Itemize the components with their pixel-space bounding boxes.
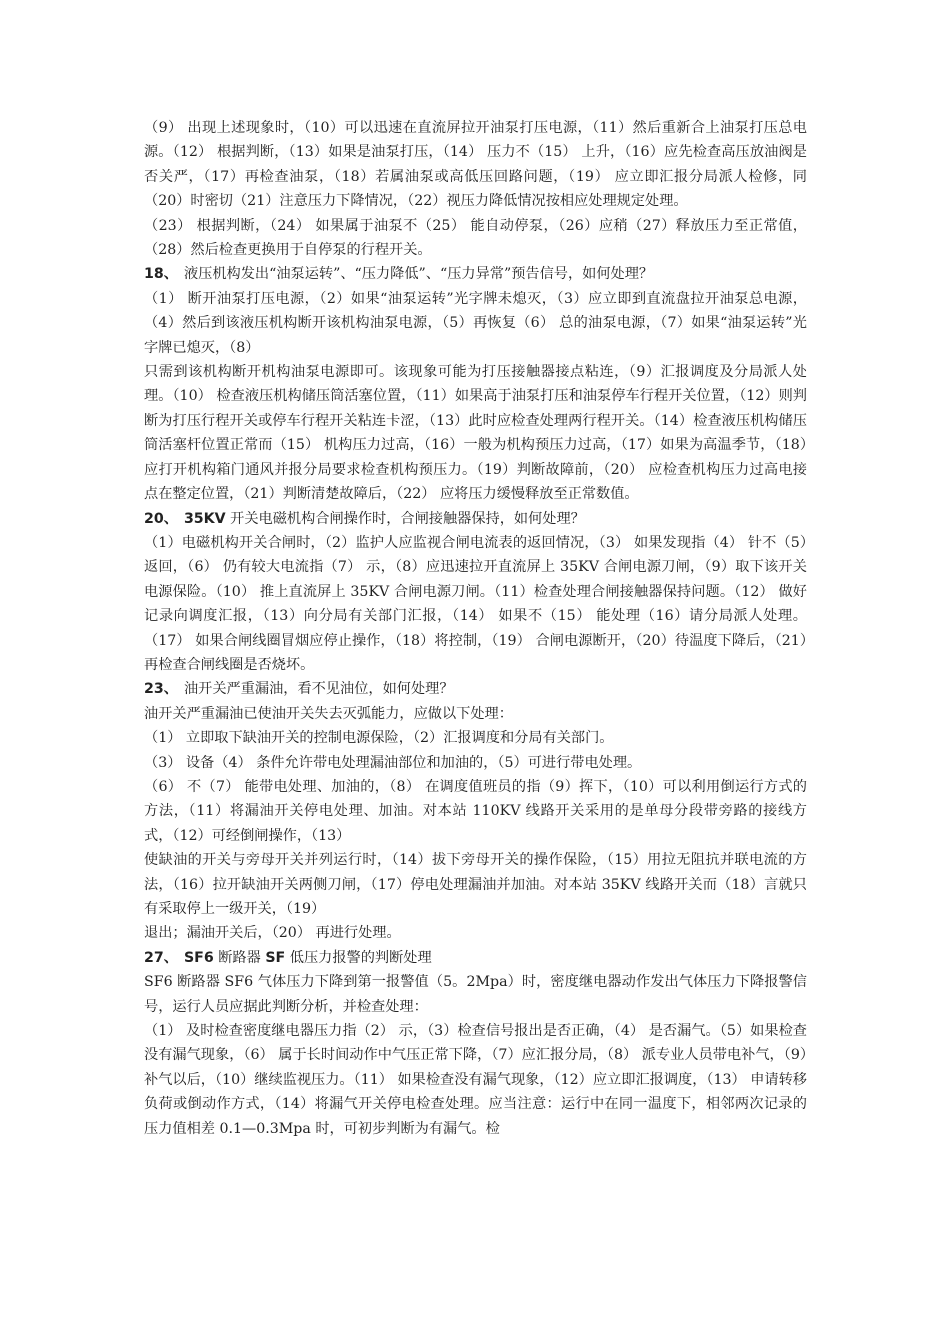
section-number: 23、 bbox=[144, 681, 178, 698]
section-number: 18、 bbox=[144, 266, 178, 283]
paragraph: （1） 断开油泵打压电源，（2）如果“油泵运转”光字牌未熄灭，（3）应立即到直流盘拉开油泵总电源，（4）然后到该液压机构断开该机构油泵电源，（5）再恢复（6） 总的油泵电源，（7）如果“油泵运转”光字牌已熄灭，（8） bbox=[144, 290, 807, 356]
section-title-bold: 35KV bbox=[183, 510, 226, 527]
section-number: 27、 bbox=[144, 949, 178, 966]
paragraph: 只需到该机构断开机构油泵电源即可。该现象可能为打压接触器接点粘连，（9）汇报调度及分局派人处理。（10） 检查液压机构储压筒活塞位置，（11）如果高于油泵打压和油泵停车行程开关位置，（12）则判断为打压行程开关或停车行程开关粘连卡涩，（13）此时应检查处理两行程开关。（14）检查液压机构储压筒活塞杆位置正常而（15） 机构压力过高，（16）一般为机构预压力过高，（17）如果为高温季节，（18）应打开机构箱门通风并报分局要求检查机构预压力。（19）判断故障前，（20） 应检查机构压力过高电接点在整定位置，（21）判断清楚故障后，（22） 应将压力缓慢释放至正常数值。 bbox=[144, 364, 807, 503]
paragraph: SF6 断路器 SF6 气体压力下降到第一报警值（5。2Mpa）时，密度继电器动作发出气体压力下降报警信号，运行人员应据此判断分析，并检查处理： bbox=[144, 974, 807, 1015]
section-heading-23 bbox=[144, 677, 807, 701]
section-heading-18 bbox=[144, 262, 807, 286]
paragraph: （3） 设备（4） 条件允许带电处理漏油部位和加油的，（5）可进行带电处理。 bbox=[144, 754, 642, 771]
section-heading-20 bbox=[144, 507, 807, 531]
section-heading-27 bbox=[144, 946, 807, 970]
section-title: 油开关严重漏油，看不见油位，如何处理？ bbox=[183, 681, 454, 698]
section-title: 低压力报警的判断处理 bbox=[285, 949, 432, 966]
paragraph: 退出；漏油开关后，（20） 再进行处理。 bbox=[144, 925, 401, 942]
section-title: 液压机构发出“油泵运转”、“压力降低”、“压力异常”预告信号，如何处理？ bbox=[183, 266, 654, 283]
paragraph: 使缺油的开关与旁母开关并列运行时，（14）拔下旁母开关的操作保险，（15）用拉无阻抗并联电流的方法，（16）拉开缺油开关两侧刀闸，（17）停电处理漏油并加油。对本站 35KV 线路开关而（18）言就只有采取停上一级开关，（19） bbox=[144, 852, 807, 917]
paragraph: （23） 根据判断，（24） 如果属于油泵不（25） 能自动停泵，（26）应稍（27）释放压力至正常值，（28）然后检查更换用于自停泵的行程开关。 bbox=[144, 217, 807, 259]
paragraph: （1）电磁机构开关合闸时，（2）监护人应监视合闸电流表的返回情况，（3） 如果发现指（4） 针不（5）返回，（6） 仍有较大电流指（7） 示，（8）应迅速拉开直流屏上 35KV 合闸电源刀闸，（9）取下该开关电源保险。（10） 推上直流屏上 35KV 合闸电源刀闸。（11）检查处理合闸接触器保持问题。（12） 做好记录向调度汇报，（13）向分局有关部门汇报，（14） 如果不（15） 能处理（16）请分局派人处理。（17） 如果合闸线圈冒烟应停止操作，（18）将控制，（19） 合闸电源断开，（20）待温度下降后，（21）再检查合闸线圈是否烧坏。 bbox=[144, 534, 807, 673]
paragraph: （1） 立即取下缺油开关的控制电源保险，（2）汇报调度和分局有关部门。 bbox=[144, 730, 614, 747]
section-title: 断路器 bbox=[213, 949, 266, 966]
paragraph: （9） 出现上述现象时，（10）可以迅速在直流屏拉开油泵打压电源，（11）然后重新合上油泵打压总电源。（12） 根据判断，（13）如果是油泵打压，（14） 压力不（15） 上升，（16）应先检查高压放油阀是否关严，（17）再检查油泵，（18）若属油泵或高低压回路问题，（19） 应立即汇报分局派人检修，同（20）时密切（21）注意压力下降情况，（22）视压力降低情况按相应处理规定处理。 bbox=[144, 120, 807, 210]
paragraph: （1） 及时检查密度继电器压力指（2） 示，（3）检查信号报出是否正确，（4） 是否漏气。（5）如果检查没有漏气现象，（6） 属于长时间动作中气压正常下降，（7）应汇报分局，（8） 派专业人员带电补气，（9）补气以后，（10）继续监视压力。（11） 如果检查没有漏气现象，（12）应立即汇报调度，（13） 申请转移负荷或倒动作方式，（14）将漏气开关停电检查处理。应当注意：运行中在同一温度下，相邻两次记录的压力值相差 0.1—0.3Mpa 时，可初步判断为有漏气。检 bbox=[144, 1023, 807, 1137]
paragraph: （6） 不（7） 能带电处理、加油的，（8） 在调度值班员的指（9）挥下，（10）可以利用倒运行方式的方法，（11）将漏油开关停电处理、加油。对本站 110KV 线路开关采用的是单母分段带旁路的接线方式，（12）可经倒闸操作，（13） bbox=[144, 778, 807, 844]
section-title-bold: SF bbox=[265, 949, 286, 966]
paragraph: 油开关严重漏油已使油开关失去灭弧能力，应做以下处理： bbox=[144, 705, 513, 722]
section-title-bold: SF6 bbox=[183, 949, 214, 966]
section-title: 开关电磁机构合闸操作时，合闸接触器保持，如何处理？ bbox=[225, 510, 585, 527]
section-number: 20、 bbox=[144, 510, 178, 527]
document-page bbox=[144, 116, 807, 1141]
